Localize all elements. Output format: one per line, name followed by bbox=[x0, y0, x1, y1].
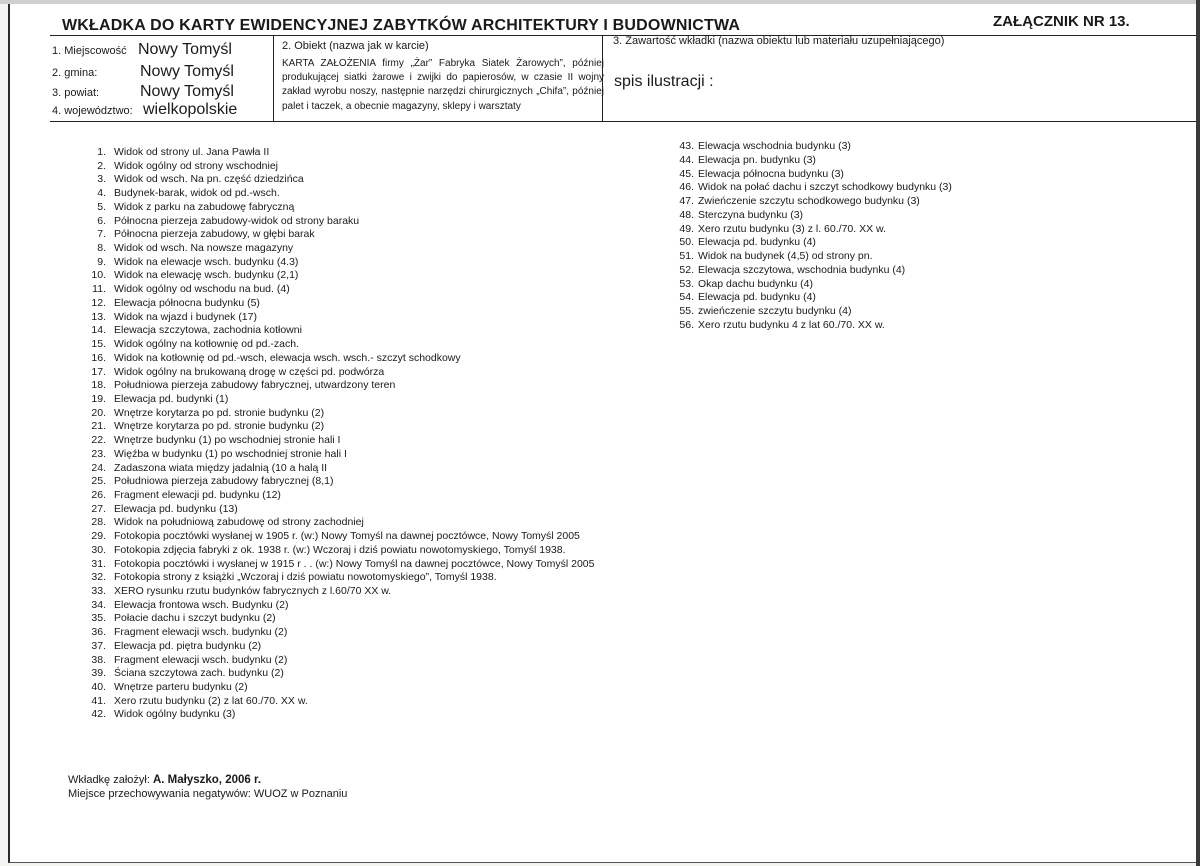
item-text: Elewacja pd. piętra budynku (2) bbox=[114, 639, 262, 652]
item-number: 27. bbox=[91, 502, 106, 515]
list-item bbox=[70, 406, 325, 421]
item-number: 38. bbox=[91, 653, 106, 666]
list-item bbox=[70, 242, 294, 256]
item-number: 47. bbox=[679, 195, 694, 207]
author-label: Wkładkę założył: bbox=[68, 774, 150, 786]
list-item bbox=[70, 543, 566, 558]
item-number: 31. bbox=[91, 557, 106, 570]
column-divider-1 bbox=[273, 35, 274, 122]
item-number: 24. bbox=[91, 461, 106, 474]
item-text: Fotokopia zdjęcia fabryki z ok. 1938 r. (w:) Wczoraj i dziś powiatu nowotomyskiego, Tomyśl 1938. bbox=[114, 543, 566, 556]
item-text: XERO rysunku rzutu budynków fabrycznych z l.60/70 XX w. bbox=[114, 585, 392, 597]
object-description: KARTA ZAŁOŻENIA firmy „Żar” Fabryka Siatek Żarowych”, później produkującej siatki żarowe i zwijki do papierosów, w czasie II wojny zakład wyrobu noszy, następnie narzędzi chirurgicznych „Chifa”, później palet i taczek, a obecnie magazyny, sklepy i warsztaty bbox=[282, 58, 604, 112]
author-line bbox=[68, 774, 261, 786]
list-item bbox=[70, 324, 302, 338]
item-text: Widok od wsch. Na pn. część dziedzińca bbox=[114, 173, 304, 186]
item-number: 49. bbox=[679, 222, 694, 235]
item-text: Zadaszona wiata między jadalnią (10 a halą II bbox=[114, 461, 328, 474]
list-item bbox=[70, 434, 341, 448]
powiat-label: 3. powiat: bbox=[52, 87, 100, 99]
list-item bbox=[70, 653, 288, 668]
list-item bbox=[70, 502, 238, 517]
list-item bbox=[70, 461, 328, 476]
author-value: A. Małyszko, 2006 r. bbox=[152, 774, 262, 786]
item-number: 23. bbox=[91, 447, 106, 460]
list-item bbox=[70, 557, 595, 572]
item-text: Widok ogólny budynku (3) bbox=[114, 708, 236, 721]
object-label: 2. Obiekt (nazwa jak w karcie) bbox=[282, 40, 429, 52]
list-item bbox=[674, 291, 952, 305]
item-number: 6. bbox=[97, 214, 106, 227]
item-number: 41. bbox=[91, 694, 106, 707]
header-box-bottom bbox=[50, 121, 1200, 122]
item-number: 56. bbox=[679, 318, 694, 331]
item-text: Północna pierzeja zabudowy-widok od strony baraku bbox=[114, 214, 360, 227]
item-number: 43. bbox=[679, 140, 694, 152]
item-text: Zwieńczenie szczytu schodkowego budynku (3) bbox=[698, 195, 920, 207]
list-item bbox=[674, 264, 952, 278]
list-item bbox=[674, 168, 952, 182]
list-item bbox=[70, 255, 299, 270]
item-text: Wnętrze parteru budynku (2) bbox=[114, 681, 248, 694]
item-number: 3. bbox=[97, 173, 106, 186]
storage-value: WUOZ w Poznaniu bbox=[253, 788, 348, 800]
item-text: Widok ogólny na brukowaną drogę w części pd. podwórza bbox=[114, 365, 385, 378]
list-item bbox=[70, 146, 270, 160]
item-number: 13. bbox=[91, 310, 106, 323]
item-number: 7. bbox=[97, 228, 106, 241]
item-text: Widok od wsch. Na nowsze magazyny bbox=[114, 242, 294, 255]
item-text: Więźba w budynku (1) po wschodniej stronie hali I bbox=[114, 447, 347, 460]
list-item bbox=[70, 200, 295, 215]
list-item bbox=[70, 283, 290, 297]
miejscowosc-label: 1. Miejscowość bbox=[52, 45, 127, 57]
item-text: Xero rzutu budynku 4 z lat 60./70. XX w. bbox=[698, 318, 885, 331]
item-number: 45. bbox=[679, 167, 694, 180]
item-text: Północna pierzeja zabudowy, w głębi barak bbox=[114, 228, 315, 241]
item-number: 54. bbox=[679, 291, 694, 304]
list-item bbox=[674, 278, 952, 292]
item-number: 20. bbox=[91, 406, 106, 419]
item-number: 15. bbox=[91, 338, 106, 351]
item-number: 52. bbox=[679, 263, 694, 276]
gmina-value: Nowy Tomyśl bbox=[140, 63, 234, 80]
field-miejscowosc bbox=[52, 41, 232, 58]
item-number: 46. bbox=[679, 181, 694, 194]
item-text: Elewacja szczytowa, zachodnia kotłowni bbox=[114, 324, 302, 337]
item-text: Elewacja szczytowa, wschodnia budynku (4) bbox=[698, 263, 906, 276]
item-text: Xero rzutu budynku (2) z lat 60./70. XX w. bbox=[114, 694, 308, 707]
list-item bbox=[674, 223, 952, 237]
item-number: 37. bbox=[91, 639, 106, 652]
item-text: Elewacja pn. budynku (3) bbox=[698, 153, 816, 166]
list-item bbox=[70, 530, 580, 544]
item-number: 17. bbox=[91, 365, 106, 378]
item-number: 14. bbox=[91, 324, 106, 337]
list-item bbox=[70, 447, 347, 462]
item-number: 33. bbox=[91, 585, 106, 597]
list-item bbox=[70, 365, 385, 380]
item-text: Fotokopia pocztówki i wysłanej w 1915 r . . (w:) Nowy Tomyśl na dawnej pocztówce, Nowy Tomyśl 2005 bbox=[114, 557, 595, 570]
item-number: 55. bbox=[679, 305, 694, 317]
item-number: 48. bbox=[679, 208, 694, 221]
item-text: zwieńczenie szczytu budynku (4) bbox=[698, 305, 852, 317]
list-item bbox=[70, 585, 392, 599]
item-text: Elewacja północna budynku (5) bbox=[114, 296, 260, 309]
item-text: Wnętrze korytarza po pd. stronie budynku (2) bbox=[114, 406, 325, 419]
item-number: 28. bbox=[91, 516, 106, 529]
item-number: 51. bbox=[679, 250, 694, 262]
list-item bbox=[70, 392, 229, 407]
storage-line bbox=[68, 788, 347, 800]
item-number: 1. bbox=[97, 146, 106, 158]
item-text: Połacie dachu i szczyt budynku (2) bbox=[114, 612, 276, 625]
item-text: Xero rzutu budynku (3) z l. 60./70. XX w. bbox=[698, 222, 886, 235]
list-item bbox=[674, 319, 952, 333]
list-item bbox=[70, 351, 461, 366]
item-text: Widok na elewację wsch. budynku (2,1) bbox=[114, 269, 299, 282]
item-text: Wnętrze budynku (1) po wschodniej stronie hali I bbox=[114, 434, 341, 447]
list-item bbox=[70, 269, 299, 283]
field-wojewodztwo bbox=[52, 101, 238, 118]
item-number: 16. bbox=[91, 351, 106, 364]
item-text: Południowa pierzeja zabudowy fabrycznej, utwardzony teren bbox=[114, 379, 396, 392]
list-item bbox=[70, 420, 325, 434]
item-text: Widok na kotłownię od pd.-wsch, elewacja wsch. wsch.- szczyt schodkowy bbox=[114, 351, 461, 364]
item-text: Sterczyna budynku (3) bbox=[698, 208, 804, 221]
powiat-value: Nowy Tomyśl bbox=[140, 83, 234, 100]
item-number: 50. bbox=[679, 236, 694, 249]
item-number: 10. bbox=[91, 269, 106, 282]
list-item bbox=[70, 598, 289, 613]
scan-edge-right bbox=[1196, 0, 1200, 866]
list-item bbox=[70, 667, 284, 681]
item-text: Ściana szczytowa zach. budynku (2) bbox=[114, 667, 284, 680]
item-text: Elewacja pd. budynku (4) bbox=[698, 236, 816, 249]
item-text: Widok ogólny na kotłownię od pd.-zach. bbox=[114, 338, 300, 351]
item-text: Widok na budynek (4,5) od strony pn. bbox=[698, 250, 873, 262]
item-text: Widok na południową zabudowę od strony zachodniej bbox=[114, 516, 364, 529]
item-number: 2. bbox=[97, 159, 106, 172]
item-text: Elewacja frontowa wsch. Budynku (2) bbox=[114, 598, 289, 611]
item-text: Elewacja wschodnia budynku (3) bbox=[698, 140, 851, 152]
list-item bbox=[70, 187, 280, 201]
field-powiat bbox=[52, 83, 234, 100]
item-text: Wnętrze korytarza po pd. stronie budynku (2) bbox=[114, 420, 325, 433]
list-item bbox=[70, 379, 396, 393]
item-text: Widok na połać dachu i szczyt schodkowy budynku (3) bbox=[698, 181, 952, 194]
item-text: Widok ogólny od wschodu na bud. (4) bbox=[114, 283, 290, 296]
item-number: 44. bbox=[679, 153, 694, 166]
gmina-label: 2. gmina: bbox=[52, 67, 98, 79]
item-number: 40. bbox=[91, 681, 106, 694]
item-number: 34. bbox=[91, 598, 106, 611]
item-number: 11. bbox=[92, 283, 106, 296]
item-text: Południowa pierzeja zabudowy fabrycznej (8,1) bbox=[114, 475, 334, 488]
list-item bbox=[70, 475, 334, 489]
list-item bbox=[674, 236, 952, 250]
list-item bbox=[70, 488, 281, 503]
document-sheet bbox=[8, 4, 1198, 863]
item-text: Elewacja północna budynku (3) bbox=[698, 167, 844, 180]
list-item bbox=[70, 681, 248, 695]
list-item bbox=[70, 214, 360, 229]
list-item bbox=[70, 159, 279, 174]
annex-number: ZAŁĄCZNIK NR 13. bbox=[993, 13, 1130, 30]
item-text: Widok od strony ul. Jana Pawła II bbox=[114, 146, 270, 158]
item-text: Widok na wjazd i budynek (17) bbox=[114, 310, 257, 323]
item-text: Okap dachu budynku (4) bbox=[698, 277, 813, 290]
list-item bbox=[70, 694, 308, 709]
item-number: 22. bbox=[91, 434, 106, 447]
item-number: 12. bbox=[91, 296, 106, 309]
item-text: Fotokopia pocztówki wysłanej w 1905 r. (w:) Nowy Tomyśl na dawnej pocztówce, Nowy Tomyśl 2005 bbox=[114, 530, 580, 543]
illustration-list-left bbox=[70, 146, 595, 722]
contents-label: 3. Zawartość wkładki (nazwa obiektu lub materiału uzupełniającego) bbox=[613, 35, 945, 47]
miejscowosc-value: Nowy Tomyśl bbox=[138, 41, 232, 58]
item-text: Fragment elewacji wsch. budynku (2) bbox=[114, 653, 288, 666]
list-item bbox=[70, 516, 364, 530]
item-text: Elewacja pd. budynku (13) bbox=[114, 502, 238, 515]
list-item bbox=[70, 296, 260, 311]
item-text: Budynek-barak, widok od pd.-wsch. bbox=[114, 187, 280, 200]
list-item bbox=[70, 338, 300, 352]
item-number: 25. bbox=[91, 475, 106, 488]
list-item bbox=[70, 639, 262, 654]
contents-value: spis ilustracji : bbox=[614, 73, 714, 90]
list-item bbox=[70, 708, 236, 722]
list-item bbox=[70, 310, 257, 325]
list-item bbox=[674, 154, 952, 168]
item-text: Elewacja pd. budynki (1) bbox=[114, 392, 229, 405]
item-text: Fragment elewacji wsch. budynku (2) bbox=[114, 626, 288, 639]
list-item bbox=[674, 209, 952, 223]
list-item bbox=[70, 571, 497, 585]
item-text: Fotokopia strony z książki „Wczoraj i dziś powiatu nowotomyskiego”, Tomyśl 1938. bbox=[114, 571, 497, 584]
item-number: 36. bbox=[91, 626, 106, 639]
list-item bbox=[70, 626, 288, 640]
wojewodztwo-label: 4. województwo: bbox=[52, 105, 133, 117]
document-title: WKŁADKA DO KARTY EWIDENCYJNEJ ZABYTKÓW ARCHITEKTURY I BUDOWNICTWA bbox=[62, 17, 741, 34]
list-item bbox=[70, 612, 276, 626]
item-text: Elewacja pd. budynku (4) bbox=[698, 291, 816, 304]
item-text: Widok z parku na zabudowę fabryczną bbox=[114, 200, 295, 213]
list-item bbox=[674, 195, 952, 209]
item-number: 39. bbox=[91, 667, 106, 680]
item-number: 35. bbox=[91, 612, 106, 625]
item-number: 42. bbox=[91, 708, 106, 721]
storage-label: Miejsce przechowywania negatywów: bbox=[68, 788, 251, 800]
item-number: 8. bbox=[97, 242, 106, 255]
list-item bbox=[674, 250, 952, 264]
item-number: 4. bbox=[97, 187, 106, 200]
item-number: 21. bbox=[91, 420, 106, 433]
item-number: 30. bbox=[91, 543, 106, 556]
item-text: Widok na elewacje wsch. budynku (4.3) bbox=[114, 255, 299, 268]
list-item bbox=[70, 228, 315, 242]
item-number: 9. bbox=[97, 255, 106, 268]
illustration-list-right bbox=[674, 140, 952, 333]
item-number: 29. bbox=[91, 530, 106, 543]
field-gmina bbox=[52, 63, 234, 80]
list-item bbox=[674, 140, 952, 154]
item-text: Widok ogólny od strony wschodniej bbox=[114, 159, 279, 172]
item-number: 53. bbox=[679, 277, 694, 290]
item-number: 5. bbox=[97, 200, 106, 213]
list-item bbox=[674, 181, 952, 195]
wojewodztwo-value: wielkopolskie bbox=[143, 101, 238, 118]
list-item bbox=[674, 305, 952, 319]
item-number: 26. bbox=[91, 488, 106, 501]
item-text: Fragment elewacji pd. budynku (12) bbox=[114, 488, 281, 501]
item-number: 32. bbox=[91, 571, 106, 584]
item-number: 18. bbox=[91, 379, 106, 392]
item-number: 19. bbox=[91, 392, 106, 405]
list-item bbox=[70, 173, 304, 187]
